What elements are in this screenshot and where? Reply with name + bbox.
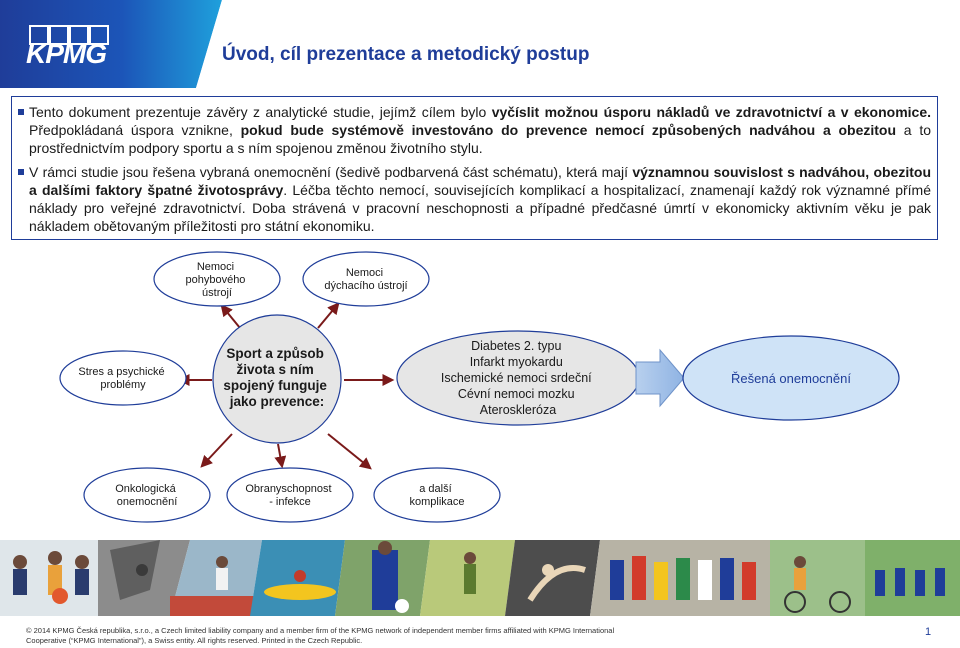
arrow-to-bottom-right — [328, 434, 370, 468]
left-label: Stres a psychické problémy — [78, 366, 165, 391]
bullet-2-run: . Léčba těchto nemocí, souvisejících komplikací a hospitalizací, znamenají každý rok významné přímé náklady pro veřejné zdravotnictví. Doba strávená v pracovní neschopnosti a případné předčasné úmrtí v ekonomicky aktivním věku je pak nákladem obětovaným příležitosti pro státní ekonomiku. — [29, 182, 931, 234]
top-left-label: Nemoci pohybového ústrojí — [185, 261, 246, 299]
result-arrow — [636, 350, 684, 406]
bullet-1-run: Tento dokument prezentuje závěry z analytické studie, jejímž cílem bylo — [29, 104, 492, 120]
bottom-mid-label: Obranyschopnost - infekce — [245, 483, 332, 508]
intro-bullet-1 — [22, 103, 931, 157]
page-number: 1 — [925, 626, 932, 638]
oval-left — [60, 351, 186, 405]
bullet-1-run: pokud bude systémově investováno do prevence nemocí způsobených nadváhou a obezitou — [240, 122, 897, 138]
oval-bottom-right — [374, 468, 500, 522]
bottom-left-label: Onkologická onemocnění — [115, 483, 178, 508]
oval-bottom-mid — [227, 468, 353, 522]
bullet-1-run: vyčíslit možnou úsporu nákladů ve zdravotnictví a v ekonomice. — [491, 104, 931, 120]
bullet-2-run: V rámci studie jsou řešena vybraná onemocnění (šedivě podbarvená část schématu), která mají — [29, 164, 633, 180]
arrow-to-bottom-mid — [278, 444, 282, 466]
bullet-square-icon — [18, 169, 24, 175]
photo-strip — [0, 540, 960, 616]
hiker-photo — [420, 540, 515, 616]
intro-bullet-2 — [22, 163, 931, 235]
bullet-square-icon — [18, 109, 24, 115]
intro-bullet-2-text — [29, 164, 931, 234]
team-photo — [865, 540, 960, 616]
cyclists-photo — [770, 540, 865, 616]
intro-bullet-1-text — [29, 104, 931, 156]
arrow-to-top-right — [318, 304, 338, 328]
diseases-label: Diabetes 2. typu Infarkt myokardu Ischemické nemoci srdeční Cévní nemoci mozku Ateroskleróza — [440, 339, 592, 417]
oval-bottom-left — [84, 468, 210, 522]
page-title: Úvod, cíl prezentace a metodický postup — [222, 44, 590, 65]
top-right-label: Nemoci dýchacího ústrojí — [324, 267, 408, 292]
children-ball-photo — [0, 540, 98, 616]
kayak-photo — [250, 540, 345, 616]
arrow-to-bottom-left — [202, 434, 232, 466]
prevention-diagram — [0, 246, 960, 536]
result-label: Řešená onemocnění — [731, 371, 851, 386]
footer-line-1: © 2014 KPMG Česká republika, s.r.o., a Czech limited liability company and a member firm of the KPMG network of independent member firms affiliated with KPMG International — [26, 626, 615, 635]
marathon-photo — [590, 540, 770, 616]
intro-text-box — [11, 96, 938, 240]
oval-top-right — [303, 252, 429, 306]
bottom-right-label: a další komplikace — [409, 483, 465, 508]
dancer-photo — [505, 540, 600, 616]
football-photo — [335, 540, 430, 616]
center-label: Sport a způsob života s ním spojený funguje jako prevence: — [223, 346, 327, 409]
bullet-1-run: Předpokládaná úspora vznikne, — [29, 122, 241, 138]
kpmg-logo: KPMG — [26, 38, 106, 69]
bullet-2-run: významnou souvislost s nadváhou, obezitou a dalšími faktory špatné životosprávy — [29, 164, 931, 198]
footer-copyright — [26, 626, 646, 646]
bullet-1-run: a to prostřednictvím podpory sportu a s ním spojenou změnou životního stylu. — [29, 122, 931, 156]
footer-line-2: Cooperative (“KPMG International”), a Swiss entity. All rights reserved. Printed in the Czech Republic. — [26, 636, 363, 645]
arrow-to-top-left — [222, 306, 240, 328]
